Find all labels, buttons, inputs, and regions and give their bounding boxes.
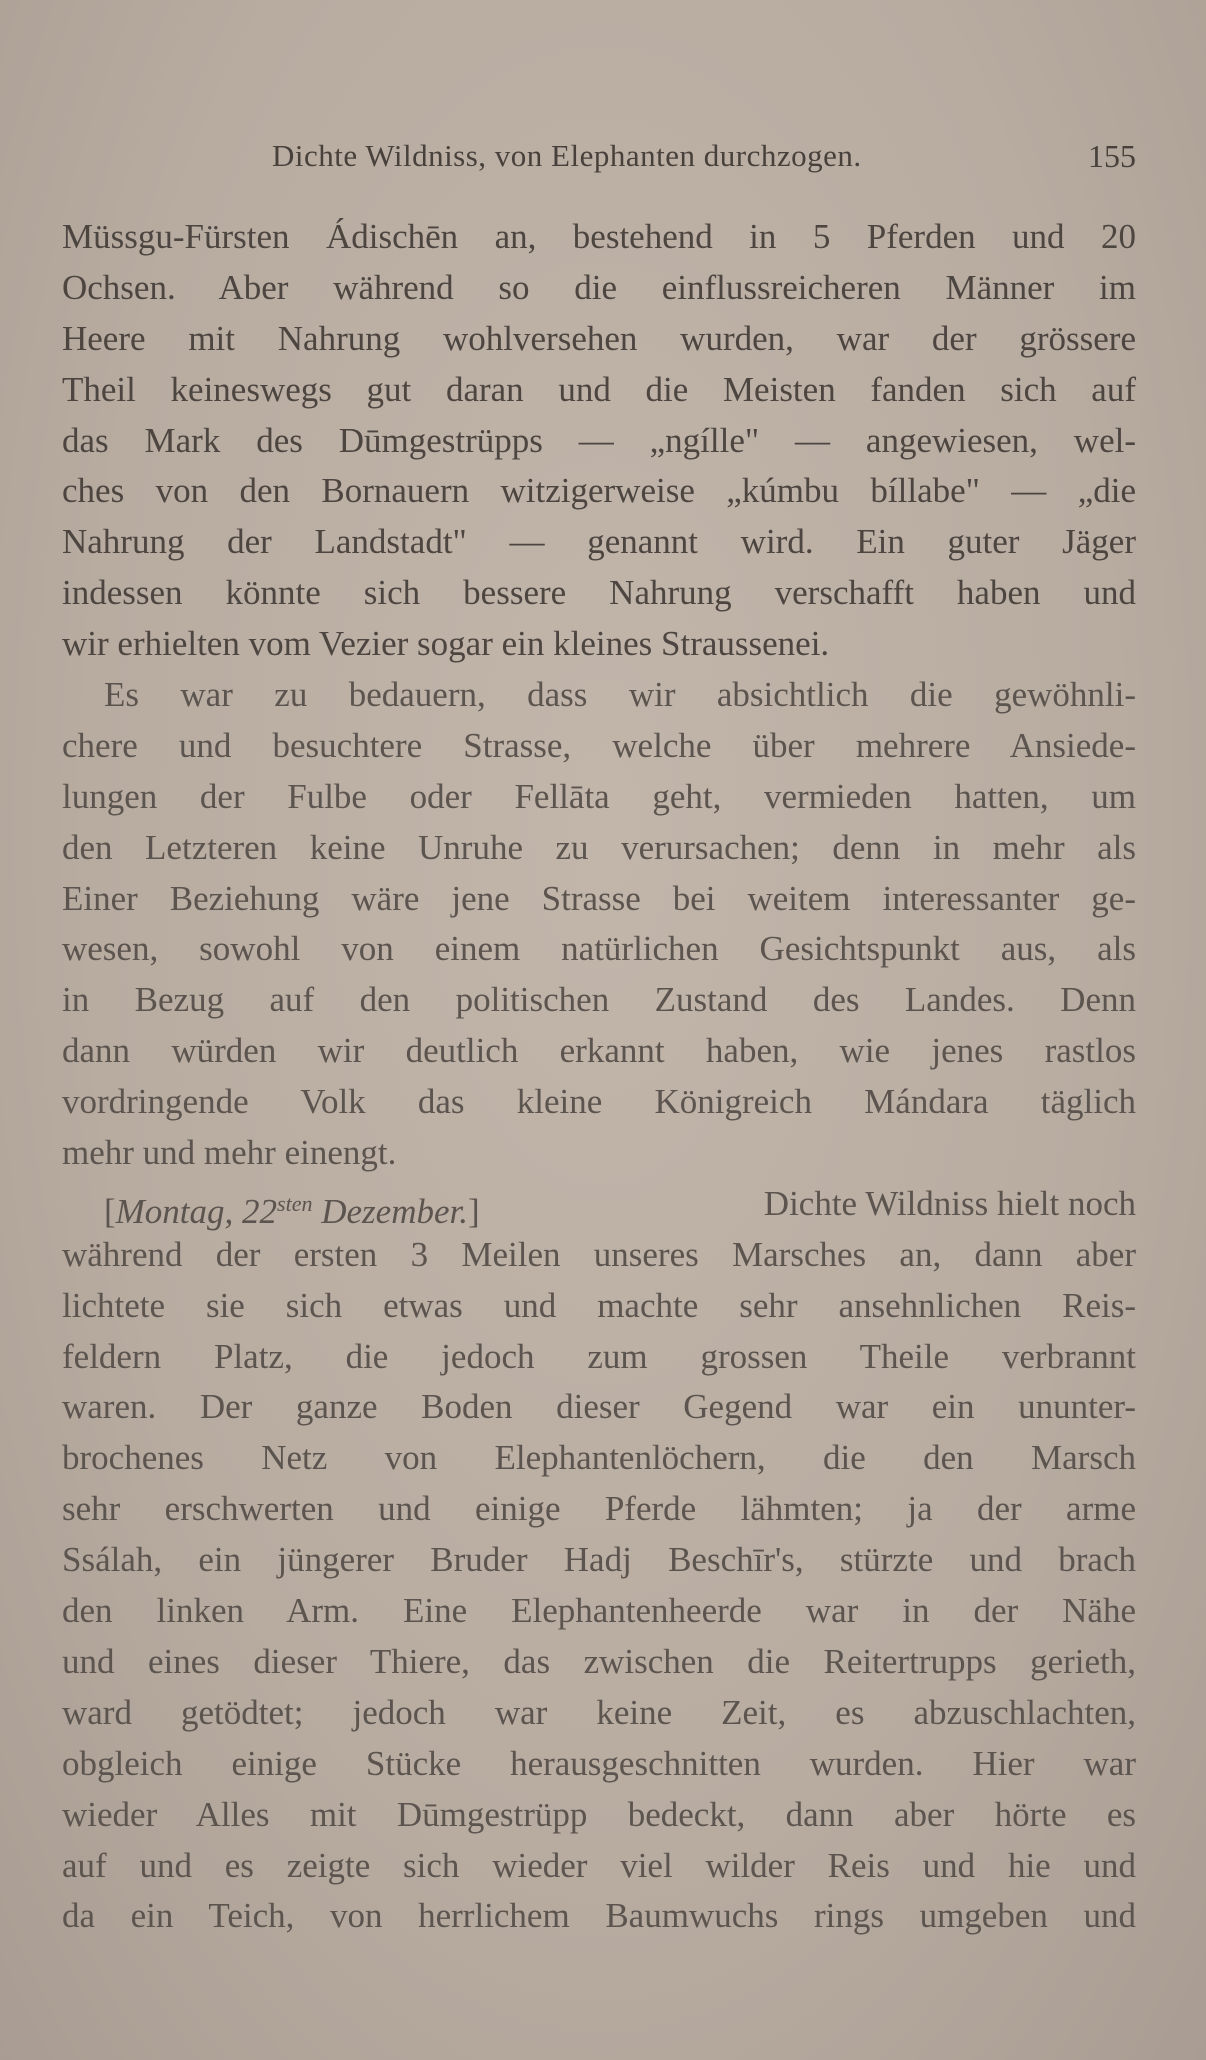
text-line: wesen, sowohl von einem natürlichen Gesichtspunkt aus, als <box>62 929 1136 969</box>
text-line: Nahrung der Landstadt" — genannt wird. Ein guter Jäger <box>62 522 1136 562</box>
text-line: und eines dieser Thiere, das zwischen die Reitertrupps gerieth, <box>62 1641 1136 1681</box>
text-line: da ein Teich, von herrlichem Baumwuchs rings umgeben und <box>62 1896 1136 1936</box>
running-title: Dichte Wildniss, von Elephanten durchzogen. <box>272 138 862 173</box>
text-line: während der ersten 3 Meilen unseres Marsches an, dann aber <box>62 1234 1136 1274</box>
date-superscript: sten <box>277 1190 313 1216</box>
text-line: Ssálah, ein jüngerer Bruder Hadj Beschīr's, stürzte und brach <box>62 1540 1136 1580</box>
text-line: auf und es zeigte sich wieder viel wilder Reis und hie und <box>62 1845 1136 1885</box>
text-line: Einer Beziehung wäre jene Strasse bei weitem interessanter ge- <box>62 878 1136 918</box>
text-line: lungen der Fulbe oder Fellāta geht, vermieden hatten, um <box>62 776 1136 816</box>
text-line: den linken Arm. Eine Elephantenheerde war in der Nähe <box>62 1591 1136 1631</box>
bracket-open: [ <box>104 1191 116 1231</box>
text-line: Ochsen. Aber während so die einflussreicheren Männer im <box>62 267 1136 307</box>
text-line: Es war zu bedauern, dass wir absichtlich die gewöhnli- <box>104 675 1136 715</box>
text-line: Heere mit Nahrung wohlversehen wurden, war der grössere <box>62 318 1136 358</box>
text-line: obgleich einige Stücke herausgeschnitten wurden. Hier war <box>62 1743 1136 1783</box>
text-line: in Bezug auf den politischen Zustand des Landes. Denn <box>62 980 1136 1020</box>
text-line: mehr und mehr einengt. <box>62 1133 397 1173</box>
text-line: brochenes Netz von Elephantenlöchern, die den Marsch <box>62 1438 1136 1478</box>
text-line: waren. Der ganze Boden dieser Gegend war ein ununter- <box>62 1387 1136 1427</box>
text-line: lichtete sie sich etwas und machte sehr ansehnlichen Reis- <box>62 1285 1136 1325</box>
dated-line <box>62 1179 1136 1230</box>
paragraph <box>62 212 1136 670</box>
text-line: indessen könnte sich bessere Nahrung verschafft haben und <box>62 573 1136 613</box>
date-line-rest: Dichte Wildniss hielt noch <box>763 1183 1136 1223</box>
running-header <box>62 138 1136 188</box>
body-text <box>62 212 1136 1942</box>
bracket-close: ] <box>468 1191 480 1231</box>
text-line: Theil keineswegs gut daran und die Meisten fanden sich auf <box>62 369 1136 409</box>
date-marker <box>104 1179 480 1230</box>
text-line: vordringende Volk das kleine Königreich Mándara täglich <box>62 1082 1136 1122</box>
text-line: feldern Platz, die jedoch zum grossen Theile verbrannt <box>62 1336 1136 1376</box>
page-number: 155 <box>1088 138 1136 174</box>
text-line: ches von den Bornauern witzigerweise „kúmbu bíllabe" — „die <box>62 471 1136 511</box>
text-line: das Mark des Dūmgestrüpps — „ngílle" — angewiesen, wel- <box>62 420 1136 460</box>
text-line: den Letzteren keine Unruhe zu verursachen; denn in mehr als <box>62 827 1136 867</box>
date-month: Dezember. <box>321 1191 469 1231</box>
paragraph <box>62 670 1136 1179</box>
text-line: dann würden wir deutlich erkannt haben, wie jenes rastlos <box>62 1031 1136 1071</box>
text-line: wir erhielten vom Vezier sogar ein kleines Straussenei. <box>62 624 830 664</box>
text-line: ward getödtet; jedoch war keine Zeit, es abzuschlachten, <box>62 1692 1136 1732</box>
text-line: wieder Alles mit Dūmgestrüpp bedeckt, dann aber hörte es <box>62 1794 1136 1834</box>
text-line: Müssgu-Fürsten Ádischēn an, bestehend in 5 Pferden und 20 <box>62 217 1136 256</box>
text-line: chere und besuchtere Strasse, welche über mehrere Ansiede- <box>62 725 1136 765</box>
date-num: 22 <box>242 1191 278 1231</box>
text-line: sehr erschwerten und einige Pferde lähmten; ja der arme <box>62 1489 1136 1529</box>
paragraph <box>62 1179 1136 1942</box>
date-day: Montag, <box>115 1191 234 1231</box>
